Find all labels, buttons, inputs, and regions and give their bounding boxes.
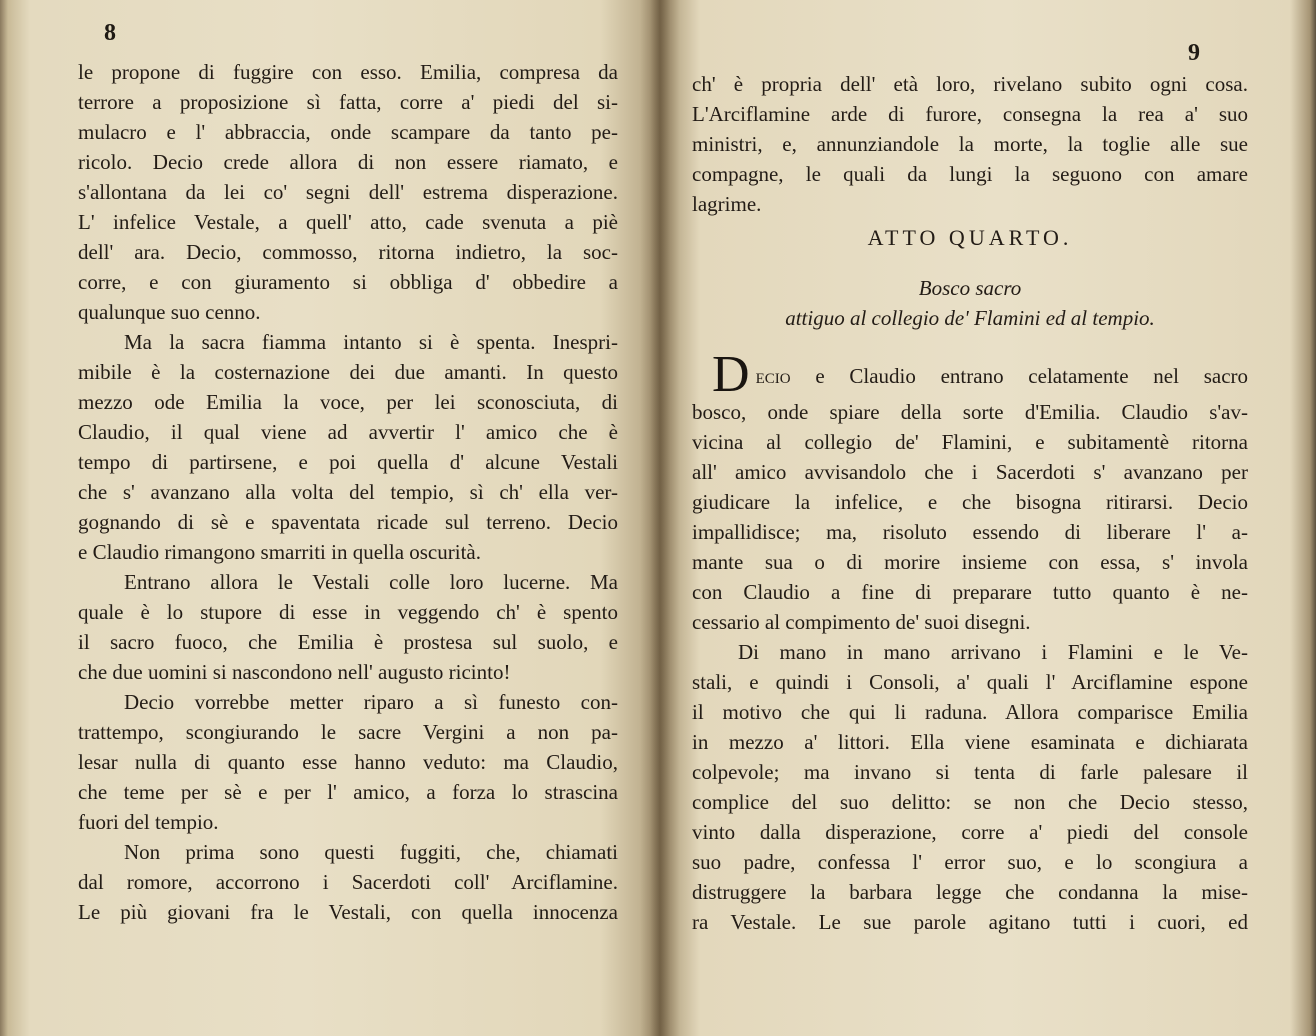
drop-cap-letter: D [712, 347, 750, 397]
scene-setting-line-2: attiguo al collegio de' Flamini ed al tempio. [785, 306, 1155, 330]
text-line: ch' è propria dell' età loro, rivelano subito ogni cosa. [692, 72, 1248, 96]
text-line: mante sua o di morire insieme con essa, s' invola [692, 550, 1248, 574]
text-line: qualunque suo cenno. [78, 300, 261, 324]
text-line: Non prima sono questi fuggiti, che, chiamati [124, 840, 618, 864]
first-line-rest: e Claudio entrano celatamente nel sacro [815, 364, 1248, 388]
drop-cap-rest: ecio [755, 364, 791, 388]
act-heading: ATTO QUARTO. [867, 225, 1073, 250]
text-line: corre, e con giuramento si obbliga d' obbedire a [78, 270, 618, 294]
text-line: quale è lo stupore di esse in veggendo ch' è spento [78, 600, 618, 624]
text-line: lesar nulla di quanto esse hanno veduto: ma Claudio, [78, 750, 618, 774]
text-line: Le più giovani fra le Vestali, con quella innocenza [78, 900, 618, 924]
text-line: tempo di partirsene, e poi quella d' alcune Vestali [78, 450, 618, 474]
text-line: terrore a proposizione sì fatta, corre a' piedi del si- [78, 90, 618, 114]
text-line: in mezzo a' littori. Ella viene esaminata e dichiarata [692, 730, 1248, 754]
text-line: Ma la sacra fiamma intanto si è spenta. Inespri- [124, 330, 618, 354]
text-line: impallidisce; ma, risoluto essendo di liberare l' a- [692, 520, 1248, 544]
text-line [692, 347, 1248, 391]
text-line: all' amico avvisandolo che i Sacerdoti s' avanzano per [692, 460, 1248, 484]
text-line: dell' ara. Decio, commosso, ritorna indietro, la soc- [78, 240, 618, 264]
page-number-left: 8 [104, 20, 116, 46]
text-line: e Claudio rimangono smarriti in quella oscurità. [78, 540, 481, 564]
text-line: vicina al collegio de' Flamini, e subitamentè ritorna [692, 430, 1248, 454]
text-line: L'Arciflamine arde di furore, consegna la rea a' suo [692, 102, 1248, 126]
text-line: che s' avanzano alla volta del tempio, sì ch' ella ver- [78, 480, 618, 504]
text-line: stali, e quindi i Consoli, a' quali l' Arciflamine espone [692, 670, 1248, 694]
right-page [662, 0, 1316, 1036]
text-line: giudicare la infelice, e che bisogna ritirarsi. Decio [692, 490, 1248, 514]
text-line: dal romore, accorrono i Sacerdoti coll' Arciflamine. [78, 870, 618, 894]
text-line: complice del suo delitto: se non che Decio stesso, [692, 790, 1248, 814]
scene-setting-line-1: Bosco sacro [918, 276, 1022, 300]
text-line: vinto dalla disperazione, corre a' piedi del console [692, 820, 1248, 844]
text-line: che due uomini si nascondono nell' augusto ricinto! [78, 660, 511, 684]
text-line: compagne, le quali da lungi la seguono con amare [692, 162, 1248, 186]
text-line: bosco, onde spiare della sorte d'Emilia. Claudio s'av- [692, 400, 1248, 424]
text-line: mulacro e l' abbraccia, onde scampare da tanto pe- [78, 120, 618, 144]
text-line: cessario al compimento de' suoi disegni. [692, 610, 1031, 634]
text-line: Entrano allora le Vestali colle loro lucerne. Ma [124, 570, 618, 594]
text-line: distruggere la barbara legge che condanna la mise- [692, 880, 1248, 904]
left-page-body [78, 57, 618, 927]
text-line: Decio vorrebbe metter riparo a sì funesto con- [124, 690, 618, 714]
text-line: le propone di fuggire con esso. Emilia, compresa da [78, 60, 618, 84]
text-line: il motivo che qui li raduna. Allora comparisce Emilia [692, 700, 1248, 724]
text-line: ministri, e, annunziandole la morte, la toglie alle sue [692, 132, 1248, 156]
text-line: Claudio, il qual viene ad avvertir l' amico che è [78, 420, 618, 444]
text-line: suo padre, confessa l' error suo, e lo scongiura a [692, 850, 1248, 874]
text-line: ricolo. Decio crede allora di non essere riamato, e [78, 150, 618, 174]
text-line: mibile è la costernazione dei due amanti. In questo [78, 360, 618, 384]
text-line: colpevole; ma invano si tenta di farle palesare il [692, 760, 1248, 784]
text-line: che teme per sè e per l' amico, a forza lo strascina [78, 780, 618, 804]
text-line: gognando di sè e spaventata ricade sul terreno. Decio [78, 510, 618, 534]
text-line: mezzo ode Emilia la voce, per lei sconosciuta, di [78, 390, 618, 414]
text-line: con Claudio a fine di preparare tutto quanto è ne- [692, 580, 1248, 604]
text-line: fuori del tempio. [78, 810, 219, 834]
page-number-right: 9 [1188, 40, 1200, 66]
text-line: s'allontana da lei co' segni dell' estrema disperazione. [78, 180, 618, 204]
text-line: lagrime. [692, 192, 762, 216]
text-line: trattempo, scongiurando le sacre Vergini a non pa- [78, 720, 618, 744]
right-page-body [692, 69, 1248, 937]
text-line: ra Vestale. Le sue parole agitano tutti i cuori, ed [692, 910, 1248, 934]
text-line: Di mano in mano arrivano i Flamini e le Ve- [738, 640, 1248, 664]
text-line: il sacro fuoco, che Emilia è prostesa sul suolo, e [78, 630, 618, 654]
text-line: L' infelice Vestale, a quell' atto, cade svenuta a piè [78, 210, 618, 234]
